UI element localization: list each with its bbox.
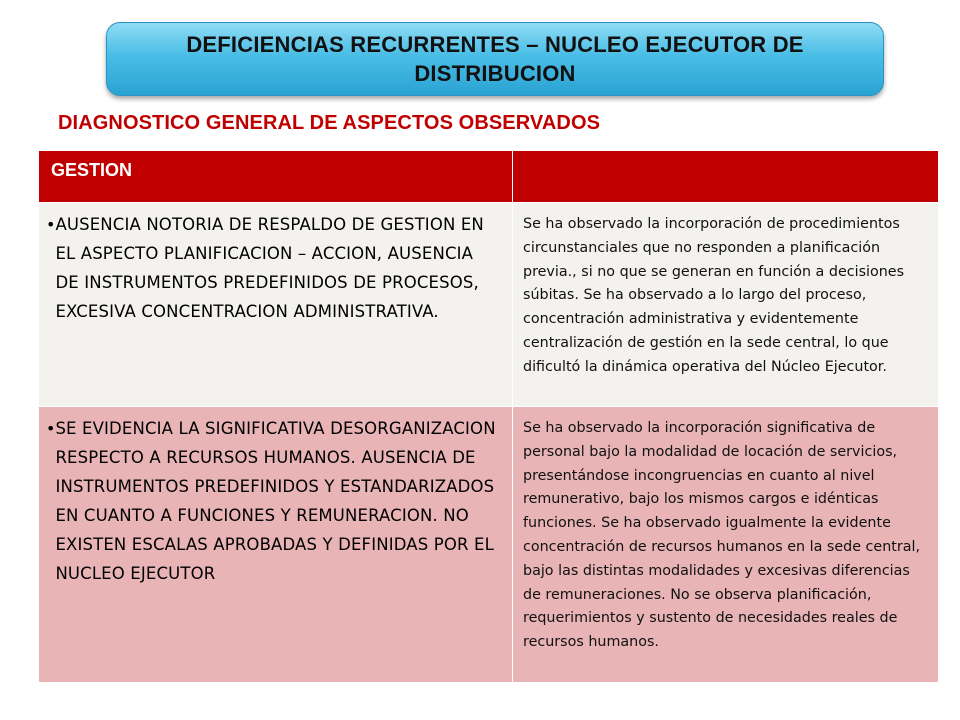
issue-cell xyxy=(39,407,513,683)
observation-cell xyxy=(513,407,939,683)
issue-text: AUSENCIA NOTORIA DE RESPALDO DE GESTION EN EL ASPECTO PLANIFICACION – ACCION, AUSENCIA DE INSTRUMENTOS PREDEFINIDOS DE PROCESOS, EXCESIVA CONCENTRACION ADMINISTRATIVA. xyxy=(55,215,484,321)
observation-text: Se ha observado la incorporación de procedimientos circunstanciales que no responden a planificación previa., si no que se generan en función a decisiones súbitas. Se ha observado a lo largo del proceso, concentración administrativa y evidentemente centralización de gestión en la sede central, lo que dificultó la dinámica operativa del Núcleo Ejecutor. xyxy=(523,216,905,375)
diagnostic-table xyxy=(38,150,939,683)
table-row xyxy=(39,203,939,407)
column-header-gestion: GESTION xyxy=(39,151,513,203)
issue-cell xyxy=(39,203,513,407)
issue-text: SE EVIDENCIA LA SIGNIFICATIVA DESORGANIZACION RESPECTO A RECURSOS HUMANOS. AUSENCIA DE INSTRUMENTOS PREDEFINIDOS Y ESTANDARIZADOS EN CUANTO A FUNCIONES Y REMUNERACION. NO EXISTEN ESCALAS APROBADAS Y DEFINIDAS POR EL NUCLEO EJECUTOR xyxy=(55,419,496,583)
table-row xyxy=(39,407,939,683)
title-banner xyxy=(106,22,884,96)
observation-cell xyxy=(513,203,939,407)
column-header-empty xyxy=(513,151,939,203)
observation-text: Se ha observado la incorporación significativa de personal bajo la modalidad de locación de servicios, presentándose incongruencias en cuanto al nivel remunerativo, bajo los mismos cargos e idénticas funciones. Se ha observado igualmente la evidente concentración de recursos humanos en la sede central, bajo las distintas modalidades y excesivas diferencias de remuneraciones. No se observa planificación, requerimientos y sustento de necesidades reales de recursos humanos. xyxy=(523,420,921,651)
bullet-dot-icon: • xyxy=(46,215,56,234)
section-subtitle: DIAGNOSTICO GENERAL DE ASPECTOS OBSERVADOS xyxy=(58,112,601,134)
page-title: DEFICIENCIAS RECURRENTES – NUCLEO EJECUTOR DE DISTRIBUCION xyxy=(186,32,804,86)
bullet-dot-icon: • xyxy=(46,419,56,438)
table-header-row xyxy=(39,151,939,203)
